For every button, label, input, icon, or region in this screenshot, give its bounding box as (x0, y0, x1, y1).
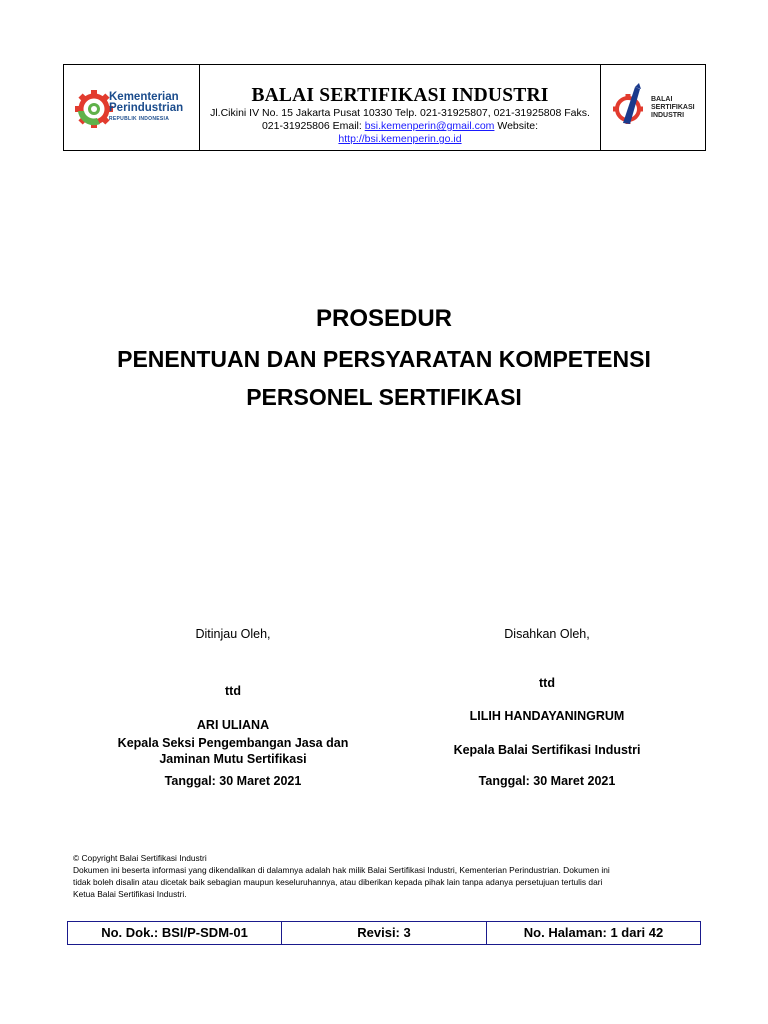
document-title-line-3: PERSONEL SERTIFIKASI (246, 384, 522, 410)
copyright-line-1: Dokumen ini beserta informasi yang dikendalikan di dalamnya adalah hak milik Balai Sertifikasi Industri, Kementerian Perindustrian. Dokumen ini (73, 865, 610, 875)
address-line-1: Jl.Cikini IV No. 15 Jakarta Pusat 10330 Telp. 021-31925807, 021-31925808 Faks. (210, 107, 590, 119)
document-title-line-1: PROSEDUR (315, 305, 453, 332)
reviewer-position-line-1: Kepala Seksi Pengembangan Jasa dan (117, 736, 349, 750)
header-right-logo-cell (600, 65, 705, 150)
doc-number: No. Dok.: BSI/P-SDM-01 (68, 922, 282, 944)
page-number: No. Halaman: 1 dari 42 (523, 925, 664, 940)
bsi-line2: SERTIFIKASI (651, 104, 695, 111)
kemenperin-line3: REPUBLIK INDONESIA (109, 116, 170, 122)
org-title: BALAI SERTIFIKASI INDUSTRI (251, 85, 549, 106)
header-org-info (200, 65, 600, 150)
copyright-line-2: tidak boleh disalin atau dicetak baik sebagian maupun keseluruhannya, atau diberikan kepada pihak lain tanpa adanya persetujuan tertulis dari (73, 877, 603, 887)
reviewer-date: Tanggal: 30 Maret 2021 (164, 774, 302, 788)
reviewed-by-label: Ditinjau Oleh, (195, 627, 271, 641)
reviewer-position-line-2: Jaminan Mutu Sertifikasi (159, 752, 307, 766)
copyright-heading: © Copyright Balai Sertifikasi Industri (73, 853, 207, 863)
reviewed-ttd: ttd (225, 684, 241, 698)
document-title-line-2: PENENTUAN DAN PERSYARATAN KOMPETENSI (117, 346, 651, 372)
bsi-logo-text (651, 96, 695, 120)
kemenperin-line1: Kementerian (109, 91, 179, 103)
website-label: Website: (494, 120, 539, 132)
bsi-logo-icon (613, 83, 647, 129)
approved-ttd: ttd (539, 676, 555, 690)
bsi-line1: BALAI (651, 96, 673, 103)
reviewer-name: ARI ULIANA (196, 718, 270, 732)
address-line-2 (200, 120, 600, 146)
approver-date: Tanggal: 30 Maret 2021 (478, 774, 616, 788)
address-prefix: 021-31925806 Email: (261, 120, 365, 132)
revision-number: Revisi: 3 (282, 922, 487, 944)
header-left-logo-cell (64, 65, 200, 150)
document-footer-table (67, 921, 701, 945)
email-link[interactable]: bsi.kemenperin@gmail.com (364, 120, 495, 132)
kemenperin-logo-text (109, 92, 183, 125)
approver-position: Kepala Balai Sertifikasi Industri (453, 743, 641, 757)
website-link[interactable]: http://bsi.kemenperin.go.id (338, 133, 462, 145)
document-header (63, 64, 706, 151)
bsi-line3: INDUSTRI (651, 112, 685, 119)
approved-by-label: Disahkan Oleh, (504, 627, 590, 641)
copyright-line-3: Ketua Balai Sertifikasi Industri. (73, 889, 187, 899)
approver-name: LILIH HANDAYANINGRUM (469, 709, 625, 723)
copyright-notice (73, 852, 696, 900)
kemenperin-line2: Perindustrian (109, 102, 184, 114)
